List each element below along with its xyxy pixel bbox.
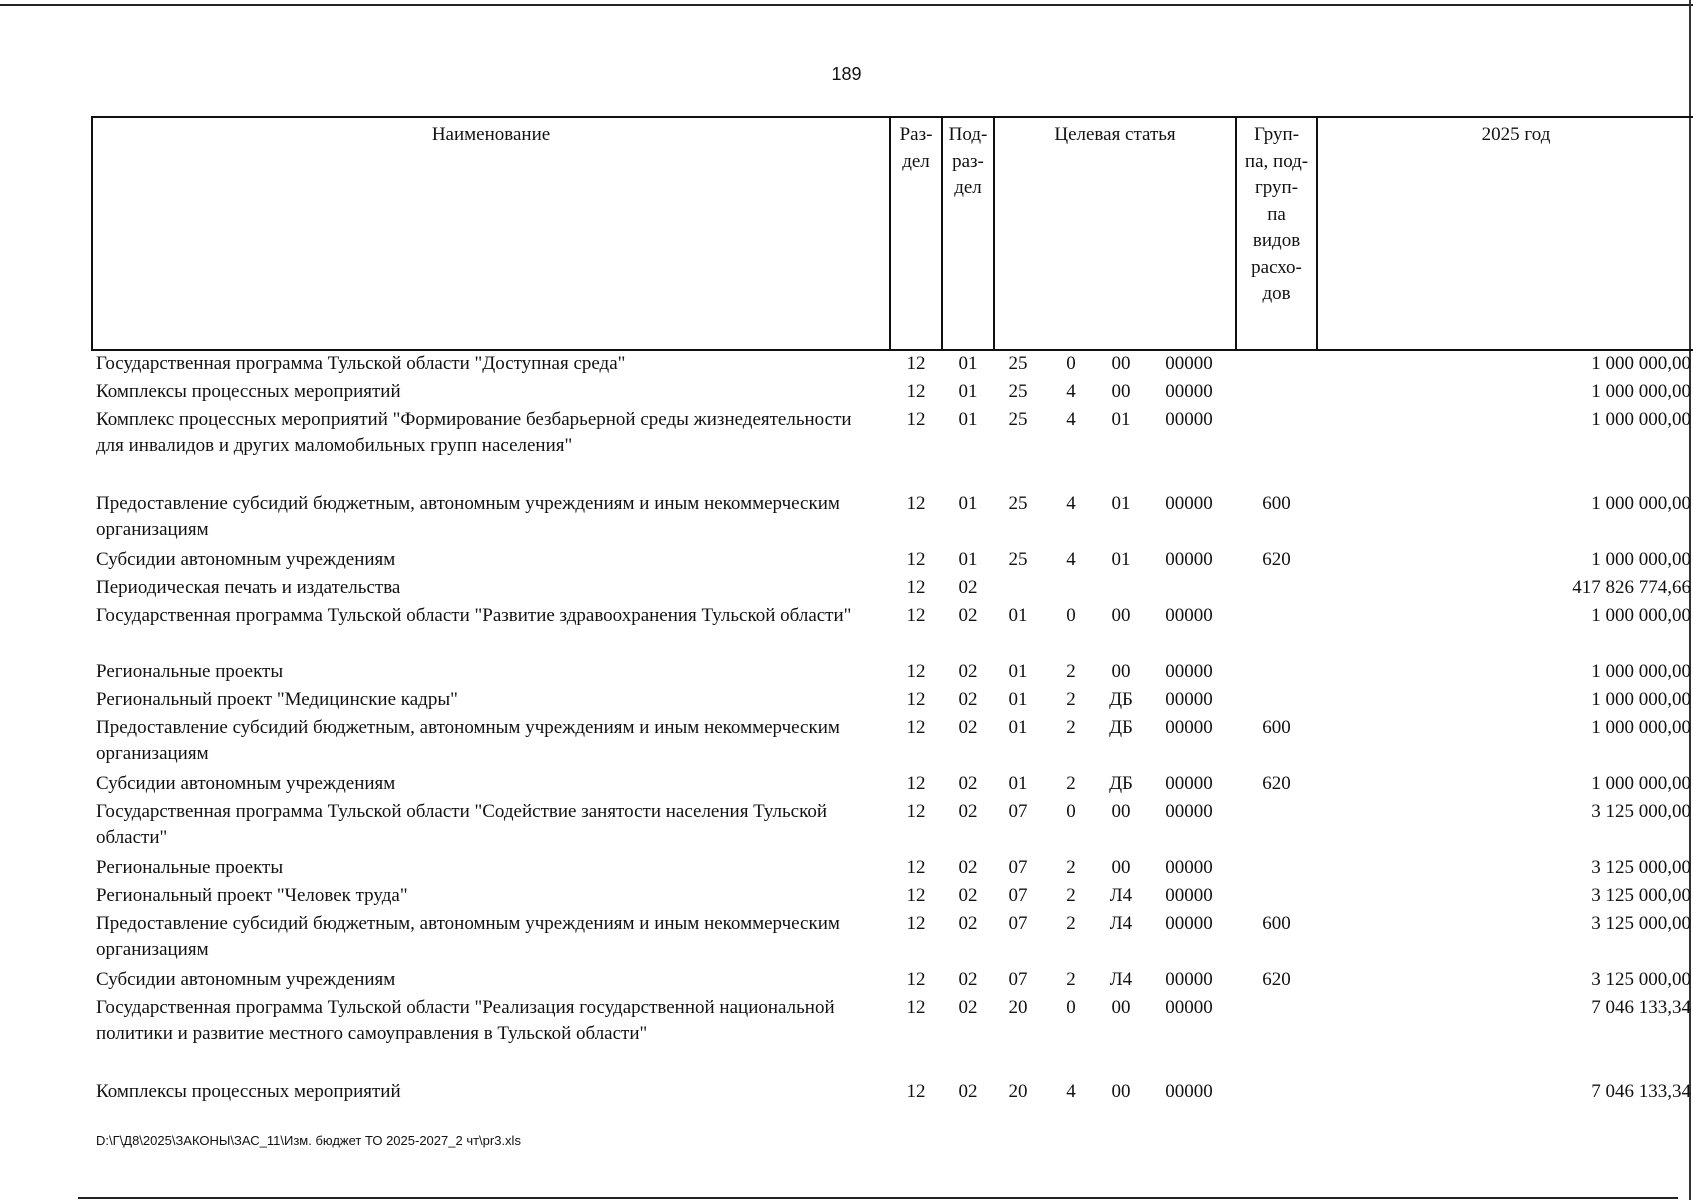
row-expense-group [1236, 855, 1317, 883]
row-expense-group [1236, 1079, 1317, 1107]
row-expense-group: 600 [1262, 493, 1291, 514]
header-year: 2025 год [1317, 117, 1693, 350]
row-target-type: 2 [1066, 857, 1076, 878]
row-target-type: 2 [1066, 773, 1076, 794]
row-subsection: 02 [958, 773, 978, 794]
table-row [92, 771, 1693, 799]
row-target-program: 01 [1008, 689, 1028, 710]
table-body [92, 350, 1693, 1107]
row-amount: 3 125 000,00 [1591, 801, 1692, 822]
row-target-direction: 00000 [1165, 885, 1213, 906]
row-subsection: 02 [958, 913, 978, 934]
row-target-element: 00 [1111, 381, 1131, 402]
table-row [92, 407, 1693, 491]
row-section: 12 [906, 549, 926, 570]
row-target-direction: 00000 [1165, 661, 1213, 682]
header-name: Наименование [92, 117, 890, 350]
row-name: Субсидии автономным учреждениям [96, 773, 396, 794]
table-row [92, 547, 1693, 575]
row-target-type: 2 [1066, 969, 1076, 990]
row-name: Комплекс процессных мероприятий "Формирование безбарьерной среды жизнедеятельности для инвалидов и других маломобильных групп населения" [96, 409, 852, 456]
row-target-direction: 00000 [1165, 493, 1213, 514]
table-row [92, 659, 1693, 687]
row-expense-group [1236, 407, 1317, 491]
row-name: Комплексы процессных мероприятий [96, 1081, 401, 1102]
row-target-direction: 00000 [1165, 1081, 1213, 1102]
row-target-direction: 00000 [1165, 549, 1213, 570]
table-row [92, 379, 1693, 407]
row-expense-group: 620 [1262, 969, 1291, 990]
row-target-element: Л4 [1109, 913, 1133, 934]
row-target-program: 01 [1008, 661, 1028, 682]
row-target-direction: 00000 [1165, 605, 1213, 626]
row-subsection: 01 [958, 353, 978, 374]
row-amount: 417 826 774,66 [1572, 577, 1692, 598]
table-row [92, 799, 1693, 855]
row-amount: 7 046 133,34 [1591, 1081, 1692, 1102]
row-target-type: 4 [1066, 381, 1076, 402]
row-target-program: 07 [1008, 857, 1028, 878]
table-row [92, 575, 1693, 603]
row-amount: 7 046 133,34 [1591, 997, 1692, 1018]
row-target-type: 2 [1066, 885, 1076, 906]
row-target-type: 2 [1066, 717, 1076, 738]
row-section: 12 [906, 493, 926, 514]
row-section: 12 [906, 717, 926, 738]
row-target-element: 00 [1111, 353, 1131, 374]
row-expense-group: 620 [1262, 773, 1291, 794]
header-target-article: Целевая статья [994, 117, 1236, 350]
row-section: 12 [906, 689, 926, 710]
row-subsection: 01 [958, 549, 978, 570]
row-target-program: 25 [1008, 493, 1028, 514]
row-name: Комплексы процессных мероприятий [96, 381, 401, 402]
row-section: 12 [906, 353, 926, 374]
row-target-direction: 00000 [1165, 913, 1213, 934]
row-amount: 1 000 000,00 [1591, 773, 1692, 794]
table-row [92, 715, 1693, 771]
row-name: Государственная программа Тульской области "Реализация государственной национальной политики и развитие местного самоуправления в Тульской области" [96, 997, 835, 1044]
row-amount: 3 125 000,00 [1591, 885, 1692, 906]
row-target-program: 25 [1008, 353, 1028, 374]
row-target-element: Л4 [1109, 885, 1133, 906]
row-subsection: 02 [958, 801, 978, 822]
row-target-program: 25 [1008, 549, 1028, 570]
row-amount: 1 000 000,00 [1591, 493, 1692, 514]
row-name: Предоставление субсидий бюджетным, автономным учреждениям и иным некоммерческим организациям [96, 913, 840, 960]
row-target-element: 00 [1111, 997, 1131, 1018]
row-name: Государственная программа Тульской области "Содействие занятости населения Тульской области" [96, 801, 828, 848]
row-target-element: ДБ [1109, 717, 1133, 738]
row-name: Региональный проект "Человек труда" [96, 885, 408, 906]
row-amount: 3 125 000,00 [1591, 913, 1692, 934]
row-target-element: ДБ [1109, 689, 1133, 710]
row-target-type: 0 [1066, 997, 1076, 1018]
row-subsection: 02 [958, 689, 978, 710]
row-target-program: 20 [1008, 997, 1028, 1018]
row-target-program [994, 575, 1042, 603]
row-target-type: 4 [1066, 1081, 1076, 1102]
row-target-type: 0 [1066, 801, 1076, 822]
row-subsection: 01 [958, 381, 978, 402]
row-section: 12 [906, 997, 926, 1018]
header-expense-group: Груп- па, под- груп- па видов расхо- дов [1236, 117, 1317, 350]
row-amount: 1 000 000,00 [1591, 409, 1692, 430]
row-target-type: 2 [1066, 913, 1076, 934]
row-section: 12 [906, 381, 926, 402]
row-expense-group [1236, 350, 1317, 379]
row-name: Региональный проект "Медицинские кадры" [96, 689, 458, 710]
row-expense-group [1236, 995, 1317, 1079]
row-target-type: 0 [1066, 605, 1076, 626]
row-target-element: ДБ [1109, 773, 1133, 794]
row-target-direction: 00000 [1165, 409, 1213, 430]
row-name: Субсидии автономным учреждениям [96, 969, 396, 990]
row-expense-group: 620 [1262, 549, 1291, 570]
row-target-element: 00 [1111, 857, 1131, 878]
row-subsection: 02 [958, 661, 978, 682]
row-name: Государственная программа Тульской области "Развитие здравоохранения Тульской области" [96, 605, 852, 626]
row-section: 12 [906, 605, 926, 626]
header-section: Раз- дел [890, 117, 942, 350]
row-name: Региональные проекты [96, 857, 284, 878]
row-section: 12 [906, 577, 926, 598]
row-target-type [1042, 575, 1100, 603]
row-target-type: 4 [1066, 493, 1076, 514]
row-target-program: 01 [1008, 605, 1028, 626]
row-target-type: 4 [1066, 549, 1076, 570]
table-row [92, 687, 1693, 715]
row-target-direction [1142, 575, 1236, 603]
header-subsection: Под- раз- дел [942, 117, 994, 350]
row-subsection: 02 [958, 997, 978, 1018]
row-amount: 1 000 000,00 [1591, 549, 1692, 570]
row-amount: 1 000 000,00 [1591, 661, 1692, 682]
table-row [92, 491, 1693, 547]
row-section: 12 [906, 1081, 926, 1102]
row-target-program: 07 [1008, 969, 1028, 990]
row-target-direction: 00000 [1165, 353, 1213, 374]
row-target-type: 2 [1066, 661, 1076, 682]
row-section: 12 [906, 661, 926, 682]
page-number: 189 [831, 64, 862, 84]
row-target-element [1100, 575, 1142, 603]
row-target-element: Л4 [1109, 969, 1133, 990]
table-row [92, 911, 1693, 967]
row-target-direction: 00000 [1165, 773, 1213, 794]
row-amount: 1 000 000,00 [1591, 689, 1692, 710]
row-target-program: 07 [1008, 913, 1028, 934]
row-target-program: 07 [1008, 801, 1028, 822]
row-amount: 1 000 000,00 [1591, 353, 1692, 374]
row-expense-group [1236, 603, 1317, 659]
row-expense-group [1236, 799, 1317, 855]
row-expense-group [1236, 687, 1317, 715]
table-row [92, 1079, 1693, 1107]
row-section: 12 [906, 885, 926, 906]
row-expense-group [1236, 575, 1317, 603]
row-target-program: 25 [1008, 381, 1028, 402]
row-subsection: 02 [958, 885, 978, 906]
row-subsection: 02 [958, 717, 978, 738]
row-amount: 1 000 000,00 [1591, 717, 1692, 738]
row-expense-group [1236, 659, 1317, 687]
row-expense-group: 600 [1262, 913, 1291, 934]
row-target-direction: 00000 [1165, 857, 1213, 878]
table-row [92, 350, 1693, 379]
row-expense-group: 600 [1262, 717, 1291, 738]
row-expense-group [1236, 379, 1317, 407]
row-target-direction: 00000 [1165, 801, 1213, 822]
row-target-type: 2 [1066, 689, 1076, 710]
table-row [92, 967, 1693, 995]
table-row [92, 855, 1693, 883]
row-target-type: 4 [1066, 409, 1076, 430]
row-name: Периодическая печать и издательства [96, 577, 401, 598]
table-header [92, 117, 1693, 350]
row-target-element: 00 [1111, 801, 1131, 822]
row-subsection: 01 [958, 493, 978, 514]
table-row [92, 995, 1693, 1079]
row-target-program: 25 [1008, 409, 1028, 430]
page-top-edge [0, 4, 1693, 6]
row-section: 12 [906, 913, 926, 934]
row-target-element: 01 [1111, 549, 1131, 570]
row-subsection: 01 [958, 409, 978, 430]
row-section: 12 [906, 857, 926, 878]
row-subsection: 02 [958, 1081, 978, 1102]
page-bottom-edge [78, 1197, 1678, 1199]
row-target-program: 07 [1008, 885, 1028, 906]
row-target-program: 01 [1008, 717, 1028, 738]
row-section: 12 [906, 773, 926, 794]
row-target-direction: 00000 [1165, 997, 1213, 1018]
row-target-element: 01 [1111, 409, 1131, 430]
row-target-direction: 00000 [1165, 969, 1213, 990]
row-name: Предоставление субсидий бюджетным, автономным учреждениям и иным некоммерческим организациям [96, 717, 840, 764]
row-name: Субсидии автономным учреждениям [96, 549, 396, 570]
table-row [92, 603, 1693, 659]
row-subsection: 02 [958, 969, 978, 990]
row-amount: 1 000 000,00 [1591, 381, 1692, 402]
budget-table-container [91, 116, 1692, 1107]
row-amount: 3 125 000,00 [1591, 857, 1692, 878]
row-target-element: 00 [1111, 605, 1131, 626]
row-target-program: 01 [1008, 773, 1028, 794]
row-target-program: 20 [1008, 1081, 1028, 1102]
row-target-element: 00 [1111, 661, 1131, 682]
row-target-direction: 00000 [1165, 717, 1213, 738]
budget-table [91, 116, 1693, 1107]
row-name: Региональные проекты [96, 661, 284, 682]
row-subsection: 02 [958, 605, 978, 626]
row-target-direction: 00000 [1165, 381, 1213, 402]
row-target-element: 01 [1111, 493, 1131, 514]
row-subsection: 02 [958, 857, 978, 878]
row-expense-group [1236, 883, 1317, 911]
row-target-direction: 00000 [1165, 689, 1213, 710]
row-target-type: 0 [1066, 353, 1076, 374]
row-name: Государственная программа Тульской области "Доступная среда" [96, 353, 626, 374]
row-section: 12 [906, 969, 926, 990]
row-name: Предоставление субсидий бюджетным, автономным учреждениям и иным некоммерческим организациям [96, 493, 840, 540]
row-subsection: 02 [958, 577, 978, 598]
row-amount: 3 125 000,00 [1591, 969, 1692, 990]
row-section: 12 [906, 801, 926, 822]
file-path-footer: D:\Г\Д8\2025\ЗАКОНЫ\ЗАС_11\Изм. бюджет ТО 2025-2027_2 чт\pr3.xls [96, 1133, 521, 1148]
row-amount: 1 000 000,00 [1591, 605, 1692, 626]
table-row [92, 883, 1693, 911]
row-target-element: 00 [1111, 1081, 1131, 1102]
row-section: 12 [906, 409, 926, 430]
